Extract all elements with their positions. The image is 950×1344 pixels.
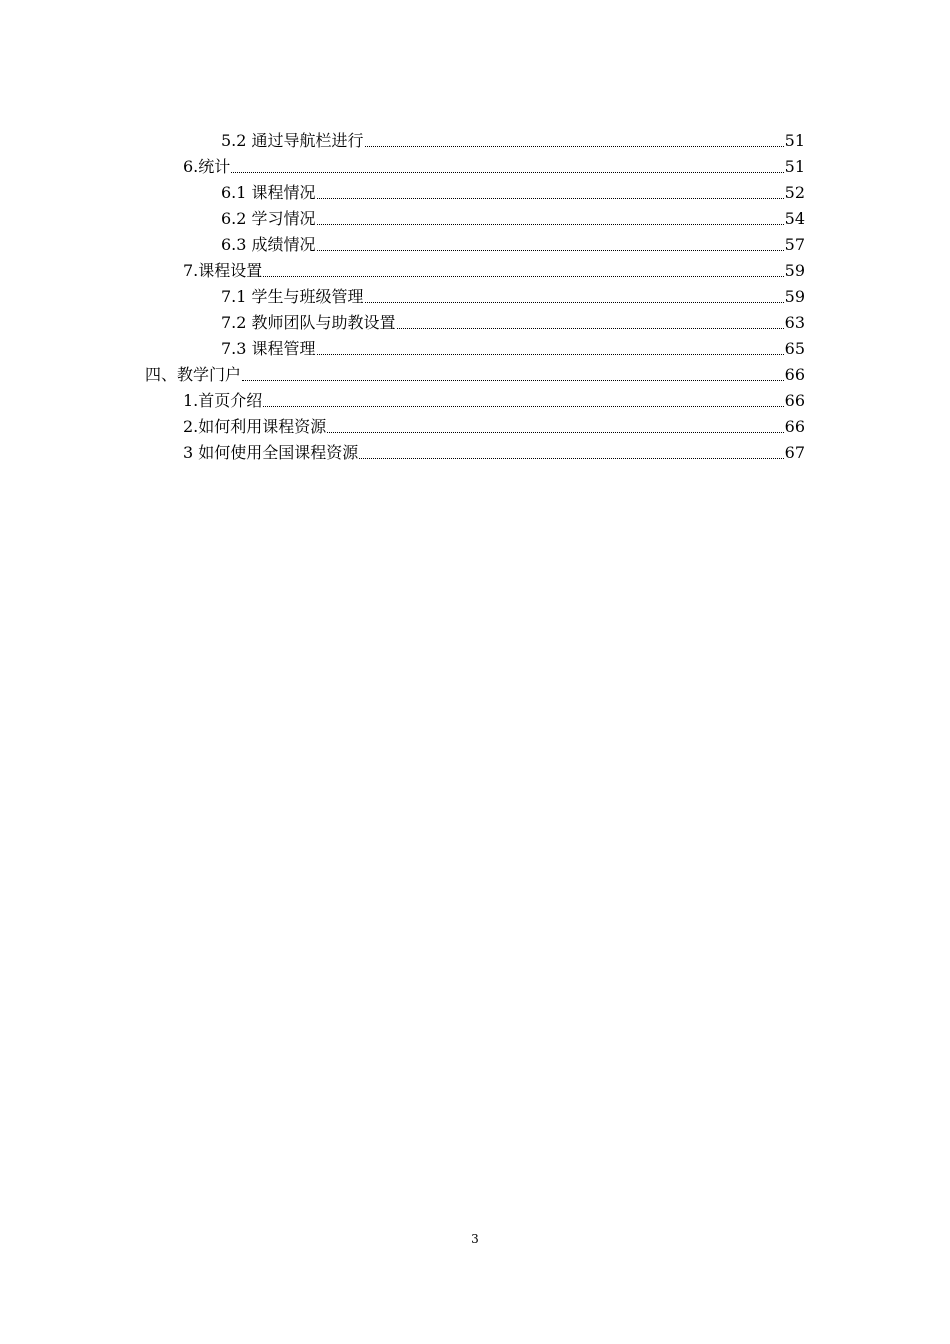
toc-entry[interactable]: [0, 413, 950, 439]
toc-leader-dots: [327, 432, 783, 433]
toc-entry-page: 66: [784, 391, 805, 410]
toc-entry-page: 65: [784, 339, 805, 358]
toc-entry-label: 5.2 通过导航栏进行: [221, 131, 364, 150]
toc-entry[interactable]: [0, 257, 950, 283]
toc-entry-page: 59: [784, 287, 805, 306]
toc-entry-page: 63: [784, 313, 805, 332]
toc-leader-dots: [263, 276, 783, 277]
toc-entry[interactable]: [0, 335, 950, 361]
footer-page-number: 3: [471, 1232, 479, 1246]
toc-leader-dots: [317, 354, 784, 355]
toc-entry-label: 7.2 教师团队与助教设置: [221, 313, 396, 332]
toc-leader-dots: [397, 328, 784, 329]
toc-entry-label: 3 如何使用全国课程资源: [183, 443, 359, 462]
toc-entry[interactable]: [0, 387, 950, 413]
toc-entry-label: 6.统计: [183, 157, 231, 176]
toc-entry-label: 1.首页介绍: [183, 391, 263, 410]
toc-entry-page: 57: [784, 235, 805, 254]
toc-leader-dots: [359, 458, 783, 459]
toc-entry[interactable]: [0, 439, 950, 465]
toc-entry-page: 67: [784, 443, 805, 462]
table-of-contents: [0, 127, 950, 465]
toc-entry[interactable]: [0, 283, 950, 309]
toc-entry-label: 7.课程设置: [183, 261, 263, 280]
toc-entry[interactable]: [0, 127, 950, 153]
toc-entry-page: 51: [784, 157, 805, 176]
toc-leader-dots: [365, 146, 784, 147]
toc-entry[interactable]: [0, 153, 950, 179]
toc-entry-page: 52: [784, 183, 805, 202]
toc-entry[interactable]: [0, 231, 950, 257]
toc-entry-page: 66: [784, 417, 805, 436]
toc-entry-page: 54: [784, 209, 805, 228]
toc-leader-dots: [242, 380, 784, 381]
toc-leader-dots: [317, 224, 784, 225]
toc-leader-dots: [263, 406, 783, 407]
toc-entry-label: 7.1 学生与班级管理: [221, 287, 364, 306]
toc-leader-dots: [317, 250, 784, 251]
toc-entry-label: 四、教学门户: [145, 365, 242, 384]
toc-entry-page: 66: [784, 365, 805, 384]
toc-entry[interactable]: [0, 179, 950, 205]
toc-entry-label: 6.1 课程情况: [221, 183, 316, 202]
toc-entry-page: 59: [784, 261, 805, 280]
toc-leader-dots: [365, 302, 784, 303]
toc-entry[interactable]: [0, 361, 950, 387]
toc-entry-label: 7.3 课程管理: [221, 339, 316, 358]
toc-entry-label: 6.3 成绩情况: [221, 235, 316, 254]
toc-entry-page: 51: [784, 131, 805, 150]
toc-entry-label: 2.如何利用课程资源: [183, 417, 327, 436]
toc-leader-dots: [317, 198, 784, 199]
toc-entry[interactable]: [0, 309, 950, 335]
toc-leader-dots: [231, 172, 783, 173]
toc-entry[interactable]: [0, 205, 950, 231]
toc-entry-label: 6.2 学习情况: [221, 209, 316, 228]
